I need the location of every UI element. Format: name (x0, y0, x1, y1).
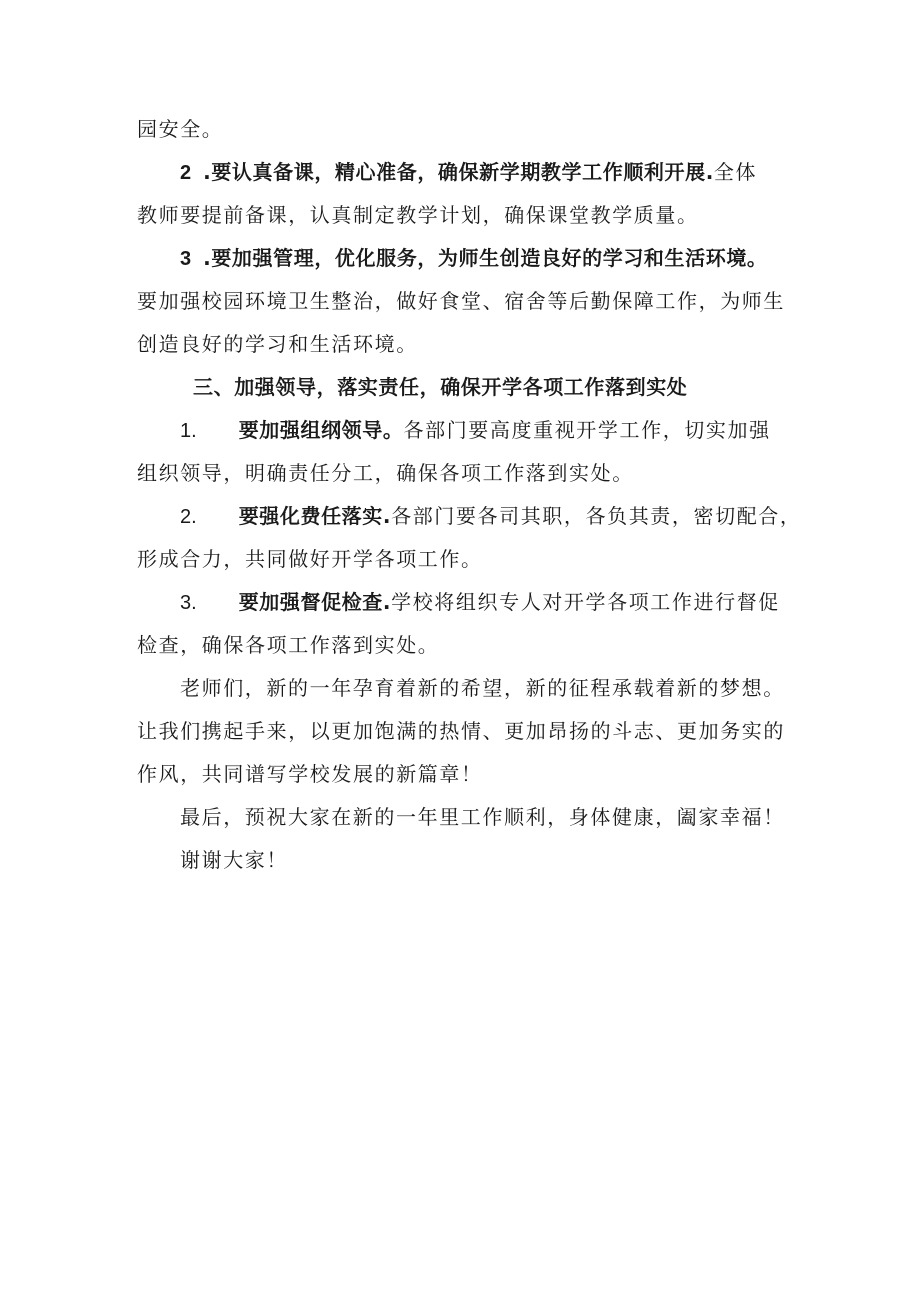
text-span: 要加强校园环境卫生整治，做好食堂、宿舍等后勤保障工作，为师生 (137, 289, 785, 313)
item-body: 全体 (713, 160, 758, 184)
paragraph-line (137, 760, 483, 788)
text-span: 教师要提前备课，认真制定教学计划，确保课堂教学质量。 (137, 203, 699, 227)
list-item-2b (180, 502, 802, 531)
paragraph-line (180, 674, 785, 702)
text-span: 形成合力，共同做好开学各项工作。 (137, 547, 483, 571)
text-span: 组织领导，明确责任分工，确保各项工作落到实处。 (137, 461, 634, 485)
paragraph-line (137, 287, 785, 315)
list-item-3b (180, 588, 780, 617)
text-span: 检查，确保各项工作落到实处。 (137, 633, 440, 657)
list-item-3 (180, 244, 768, 273)
text-span: 作风，共同谱写学校发展的新篇章！ (137, 762, 483, 786)
paragraph-line (137, 459, 634, 487)
item-heading: .要加强管理，优化服务，为师生创造良好的学习和生活环境。 (203, 246, 768, 270)
text-span: 谢谢大家！ (180, 848, 288, 872)
item-body: 学校将组织专人对开学各项工作进行督促 (391, 590, 780, 614)
item-heading: 要加强督促检查. (238, 590, 392, 614)
paragraph-line (180, 803, 785, 831)
text-span: 园安全。 (137, 117, 224, 141)
item-heading: 要强化费任落实. (238, 504, 392, 528)
paragraph-line (180, 846, 288, 874)
text-span: 让我们携起手来，以更加饱满的热情、更加昂扬的斗志、更加务实的 (137, 719, 785, 743)
item-body: 各部门要高度重视开学工作，切实加强 (403, 418, 771, 442)
text-span: 老师们，新的一年孕育着新的希望，新的征程承载着新的梦想。 (180, 676, 785, 700)
heading-text: 三、加强领导，落实责任，确保开学各项工作落到实处 (193, 375, 688, 399)
list-item-1 (180, 416, 771, 445)
section-heading (193, 373, 687, 401)
item-number: 2. (180, 506, 197, 528)
item-body: 各部门要各司其职，各负其责，密切配合， (391, 504, 802, 528)
paragraph-line (137, 545, 483, 573)
list-item-2 (180, 158, 757, 187)
item-heading: 要加强组纲领导。 (238, 418, 404, 442)
text-span: 创造良好的学习和生活环境。 (137, 332, 418, 356)
paragraph-line (137, 330, 418, 358)
paragraph-line (137, 717, 785, 745)
item-heading: .要认真备课，精心准备，确保新学期教学工作顺利开展. (203, 160, 714, 184)
item-number: 1. (180, 420, 197, 442)
item-number: 3 (180, 248, 192, 270)
item-number: 2 (180, 162, 192, 184)
text-span: 最后，预祝大家在新的一年里工作顺利，身体健康，阖家幸福！ (180, 805, 785, 829)
paragraph-line (137, 631, 439, 659)
paragraph-line (137, 115, 223, 143)
paragraph-line (137, 201, 699, 229)
item-number: 3. (180, 592, 197, 614)
